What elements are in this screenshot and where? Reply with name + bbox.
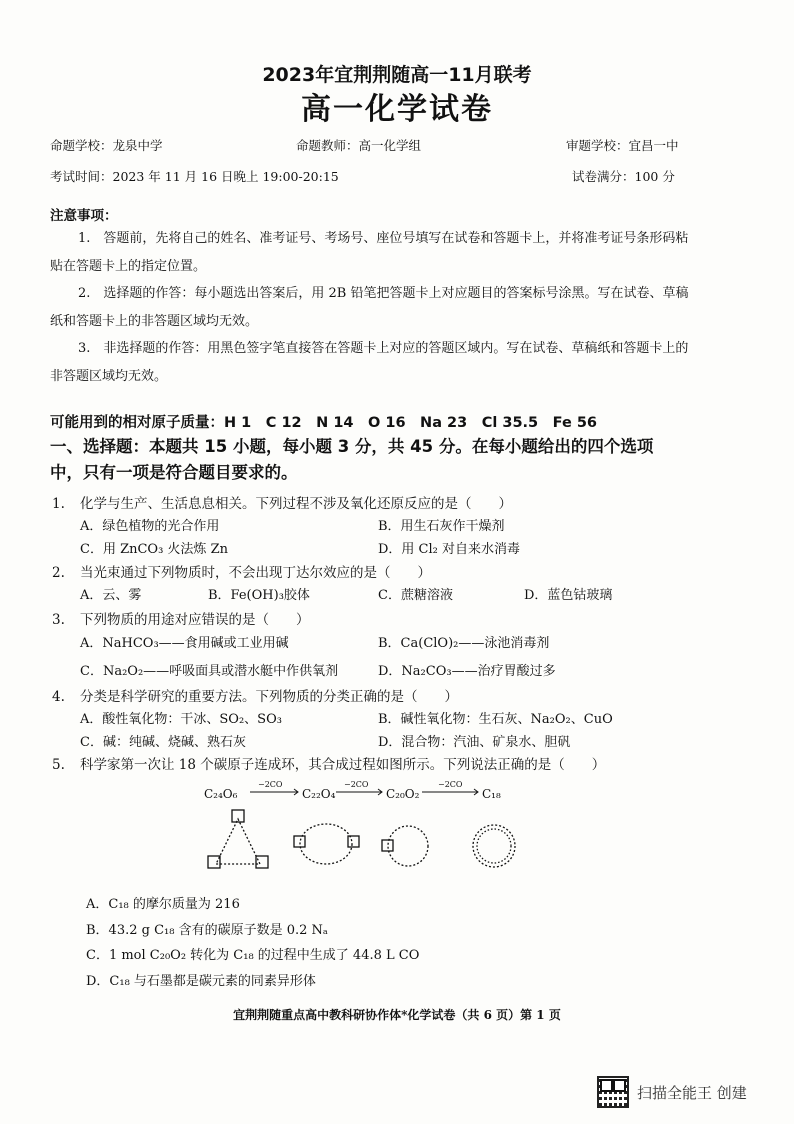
species-c20o2: C₂₀O₂: [386, 787, 420, 801]
question-number: 5.: [52, 757, 65, 773]
question-number: 4.: [52, 689, 65, 705]
question-5: [52, 753, 605, 773]
q2-option-d: D．蓝色钴玻璃: [524, 588, 613, 603]
q1-option-a: A．绿色植物的光合作用: [80, 519, 220, 534]
notice-item-2: 2. 选择题的作答：每小题选出答案后，用 2B 铅笔把答题卡上对应题目的答案标号涂黑。写在试卷、草稿纸和答题卡上的非答题区域均无效。: [50, 286, 689, 329]
notice-item-3: 3. 非选择题的作答：用黑色签字笔直接答在答题卡上对应的答题区域内。写在试卷、草稿纸和答题卡上的非答题区域均无效。: [50, 341, 689, 384]
q3-option-b: B．Ca(ClO)₂——泳池消毒剂: [378, 636, 550, 651]
c24o6-triangle-ring: [216, 819, 260, 864]
q4-option-c: C．碱：纯碱、烧碱、熟石灰: [80, 735, 246, 750]
question-stem: 当光束通过下列物质时，不会出现丁达尔效应的是（ ）: [80, 565, 431, 581]
q3-option-a: A．NaHCO₃——食用碱或工业用碱: [80, 636, 289, 651]
q1-option-b: B．用生石灰作干燥剂: [378, 519, 505, 534]
question-number: 2.: [52, 565, 65, 581]
c20o2-ring: [388, 826, 428, 866]
c24o6-squarate-right: [256, 856, 268, 868]
section1-title: 一、选择题：本题共 15 小题，每小题 3 分，共 45 分。在每小题给出的四个选项中，只有一项是符合题目要求的。: [50, 437, 654, 482]
q4-option-d: D．混合物：汽油、矿泉水、胆矾: [378, 735, 571, 750]
c22o4-ring: [300, 824, 352, 864]
question-2: [52, 561, 431, 581]
q5-option-b: B．43.2 g C₁₈ 含有的碳原子数是 0.2 Nₐ: [86, 923, 328, 938]
exam-title-line1: 2023年宜荆荆随高一11月联考: [262, 64, 532, 86]
q4-option-a: A．酸性氧化物：干冰、SO₂、SO₃: [80, 712, 282, 727]
full-score: 试卷满分：100 分: [572, 169, 675, 184]
notice-item-1: 1. 答题前，先将自己的姓名、准考证号、考场号、座位号填写在试卷和答题卡上，并将准考证号条形码粘贴在答题卡上的指定位置。: [50, 231, 689, 274]
q1-option-c: C．用 ZnCO₃ 火法炼 Zn: [80, 542, 228, 557]
exam-title-line2: 高一化学试卷: [301, 92, 493, 127]
question-stem: 分类是科学研究的重要方法。下列物质的分类正确的是（ ）: [80, 689, 458, 705]
q5-option-c: C．1 mol C₂₀O₂ 转化为 C₁₈ 的过程中生成了 44.8 L CO: [86, 948, 420, 963]
q2-option-b: B．Fe(OH)₃胶体: [208, 588, 310, 603]
species-c22o4: C₂₂O₄: [302, 787, 336, 801]
q2-option-c: C．蔗糖溶液: [378, 588, 453, 603]
arrow-label-2: −2CO: [344, 780, 369, 789]
species-c24o6: C₂₄O₆: [204, 787, 238, 801]
atomic-masses: 可能用到的相对原子质量：H 1 C 12 N 14 O 16 Na 23 Cl 35.5 Fe 56: [50, 415, 598, 431]
scanner-watermark: 扫描全能王 创建: [637, 1084, 747, 1102]
c22o4-squarate-right: [348, 836, 359, 847]
arrow-label-3: −2CO: [438, 780, 463, 789]
question-stem: 化学与生产、生活息息相关。下列过程不涉及氧化还原反应的是（ ）: [80, 496, 512, 512]
question-number: 3.: [52, 612, 65, 628]
setting-school: 命题学校：龙泉中学: [50, 138, 163, 153]
qr-code-icon: [597, 1076, 629, 1108]
q5-option-d: D．C₁₈ 与石墨都是碳元素的同素异形体: [86, 974, 316, 989]
c18-inner-ring: [477, 829, 511, 863]
c20o2-squarate: [382, 840, 393, 851]
question-number: 1.: [52, 496, 65, 512]
exam-time: 考试时间：2023 年 11 月 16 日晚上 19:00-20:15: [50, 169, 339, 184]
species-c18: C₁₈: [482, 787, 501, 801]
question-4: [52, 685, 458, 705]
q2-option-a: A．云、雾: [80, 588, 142, 603]
question-stem: 下列物质的用途对应错误的是（ ）: [80, 612, 310, 628]
setting-teacher: 命题教师：高一化学组: [296, 138, 422, 153]
q3-option-d: D．Na₂CO₃——治疗胃酸过多: [378, 664, 556, 679]
review-school: 审题学校：宜昌一中: [566, 138, 679, 153]
notice-title: 注意事项：: [50, 208, 118, 224]
q4-option-b: B．碱性氧化物：生石灰、Na₂O₂、CuO: [378, 712, 613, 727]
arrow-label-1: −2CO: [258, 780, 283, 789]
question-1: [52, 492, 512, 512]
question-stem: 科学家第一次让 18 个碳原子连成环，其合成过程如图所示。下列说法正确的是（ ）: [80, 757, 606, 773]
cyclocarbon-synthesis-scheme: [198, 774, 518, 884]
c24o6-squarate-left: [208, 856, 220, 868]
q5-option-a: A．C₁₈ 的摩尔质量为 216: [86, 897, 240, 912]
q3-option-c: C．Na₂O₂——呼吸面具或潜水艇中作供氧剂: [80, 664, 339, 679]
c18-ring: [473, 825, 515, 867]
page-footer: 宜荆荆随重点高中教科研协作体*化学试卷（共 6 页）第 1 页: [233, 1008, 561, 1022]
c22o4-squarate-left: [294, 836, 305, 847]
q1-option-d: D．用 Cl₂ 对自来水消毒: [378, 542, 521, 557]
question-3: [52, 608, 310, 628]
